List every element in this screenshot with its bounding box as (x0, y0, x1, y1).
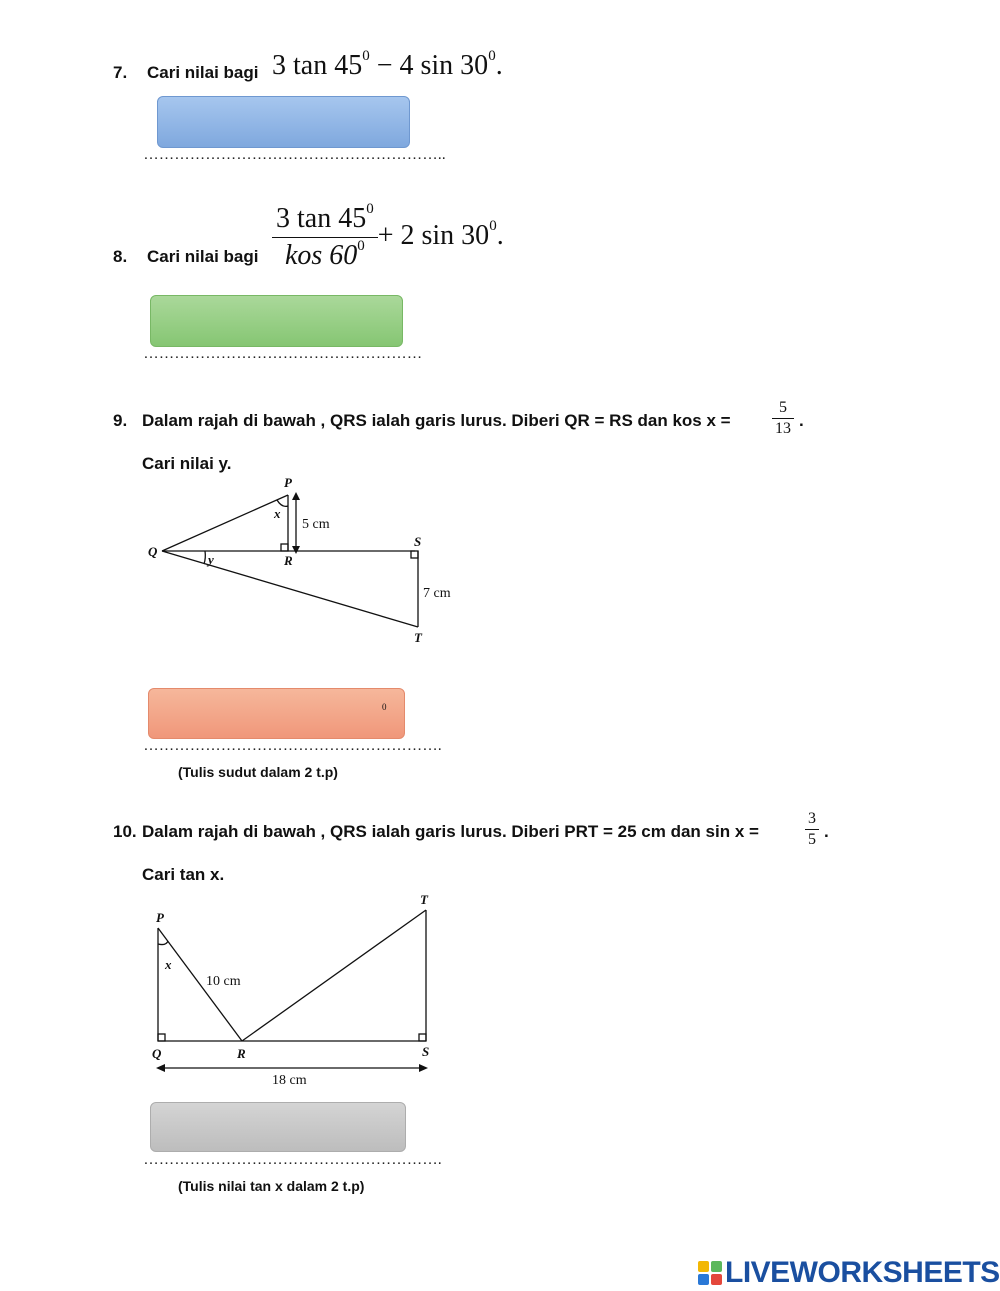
q9-answer-value: 0 (382, 702, 387, 712)
q9-tail: . (799, 411, 804, 430)
q10-note: (Tulis nilai tan x dalam 2 t.p) (178, 1178, 365, 1194)
q10-label-p: P (156, 910, 164, 925)
q9-answer-line: …………………………………………………. (143, 737, 442, 754)
q7-expr-a: 3 tan 45 (272, 50, 363, 81)
q9-label-s: S (414, 534, 422, 549)
q8-denominator: kos 60 (284, 240, 358, 271)
q10-statement: Dalam rajah di bawah , QRS ialah garis lurus. Diberi PRT = 25 cm dan sin x = (142, 822, 759, 841)
q7-answer-line: ………………………………………………….. (143, 146, 446, 163)
q9-arrowhead-down (292, 546, 300, 554)
q8-prompt: Cari nilai bagi (147, 247, 259, 266)
q10-label-q: Q (152, 1046, 162, 1061)
q9-label-y: y (208, 552, 214, 567)
q7-answer-input[interactable] (157, 96, 410, 148)
q9-line-qp (162, 495, 288, 551)
q10-angle-x-arc (158, 941, 168, 945)
q8-deg-num: 0 (366, 200, 374, 217)
liveworksheets-wordmark: LIVEWORKSHEETS (725, 1256, 1000, 1289)
q10-arrowhead-left (156, 1064, 165, 1072)
q9-label-t: T (414, 630, 422, 645)
q9-angle-y-arc (204, 551, 205, 564)
q8-deg-den: 0 (357, 237, 365, 254)
q10-arrowhead-right (419, 1064, 428, 1072)
q10-number: 10. (113, 822, 137, 841)
q9-question: Cari nilai y. (142, 454, 232, 473)
q9-note: (Tulis sudut dalam 2 t.p) (178, 764, 338, 780)
q9-label-q: Q (148, 544, 158, 559)
q8-tail: . (496, 219, 504, 251)
q10-answer-input[interactable] (150, 1102, 406, 1152)
q8-fraction (272, 200, 378, 272)
q7-deg-a: 0 (362, 47, 370, 64)
q10-label-10cm: 10 cm (206, 974, 241, 989)
q8-answer-line: ……………………………………………… (143, 345, 422, 362)
q9-answer-input[interactable] (148, 688, 405, 739)
q9-number: 9. (113, 411, 128, 430)
q10-line-rt (242, 910, 426, 1041)
q8-number: 8. (113, 247, 128, 266)
q9-statement: Dalam rajah di bawah , QRS ialah garis lurus. Diberi QR = RS dan kos x = (142, 411, 731, 430)
q8-plus-term: + 2 sin 30 (377, 219, 490, 251)
q9-arrowhead-up (292, 492, 300, 500)
q10-frac-den: 5 (805, 829, 819, 849)
q10-frac-num: 3 (808, 810, 816, 827)
q10-answer-line: …………………………………………………. (143, 1151, 442, 1168)
q9-right-angle-r (281, 544, 288, 551)
q10-label-t: T (420, 892, 428, 907)
q10-label-x: x (165, 957, 172, 972)
q9-diagram (140, 470, 470, 650)
q9-label-r: R (284, 553, 293, 568)
q9-right-angle-s (411, 551, 418, 558)
q8-answer-input[interactable] (150, 295, 403, 347)
liveworksheets-logo-icon (698, 1260, 722, 1286)
q7-tail: . (495, 50, 503, 81)
q7-deg-b: 0 (488, 47, 496, 64)
q9-label-p: P (284, 475, 292, 490)
liveworksheets-logo (698, 1256, 1000, 1290)
q7-expr-b: − 4 sin 30 (369, 50, 489, 81)
q9-frac-num: 5 (779, 399, 787, 416)
q10-tail: . (824, 822, 829, 841)
q8-expression (272, 200, 504, 272)
q9-label-7cm: 7 cm (423, 586, 451, 601)
q7-expression (272, 47, 503, 82)
q8-numerator: 3 tan 45 (276, 203, 367, 234)
q9-frac-den: 13 (772, 418, 794, 438)
q10-fraction (805, 810, 819, 849)
q10-label-18cm: 18 cm (272, 1073, 307, 1088)
q8-deg-plus: 0 (489, 217, 497, 234)
q10-right-angle-s (419, 1034, 426, 1041)
q10-question: Cari tan x. (142, 865, 225, 884)
q10-label-s: S (422, 1044, 430, 1059)
q10-right-angle-q (158, 1034, 165, 1041)
q9-label-5cm: 5 cm (302, 517, 330, 532)
q7-prompt: Cari nilai bagi (147, 63, 259, 82)
q10-label-r: R (237, 1046, 246, 1061)
q9-label-x: x (274, 506, 281, 521)
q7-number: 7. (113, 63, 128, 82)
q9-fraction (772, 399, 794, 438)
q10-diagram (140, 888, 450, 1093)
